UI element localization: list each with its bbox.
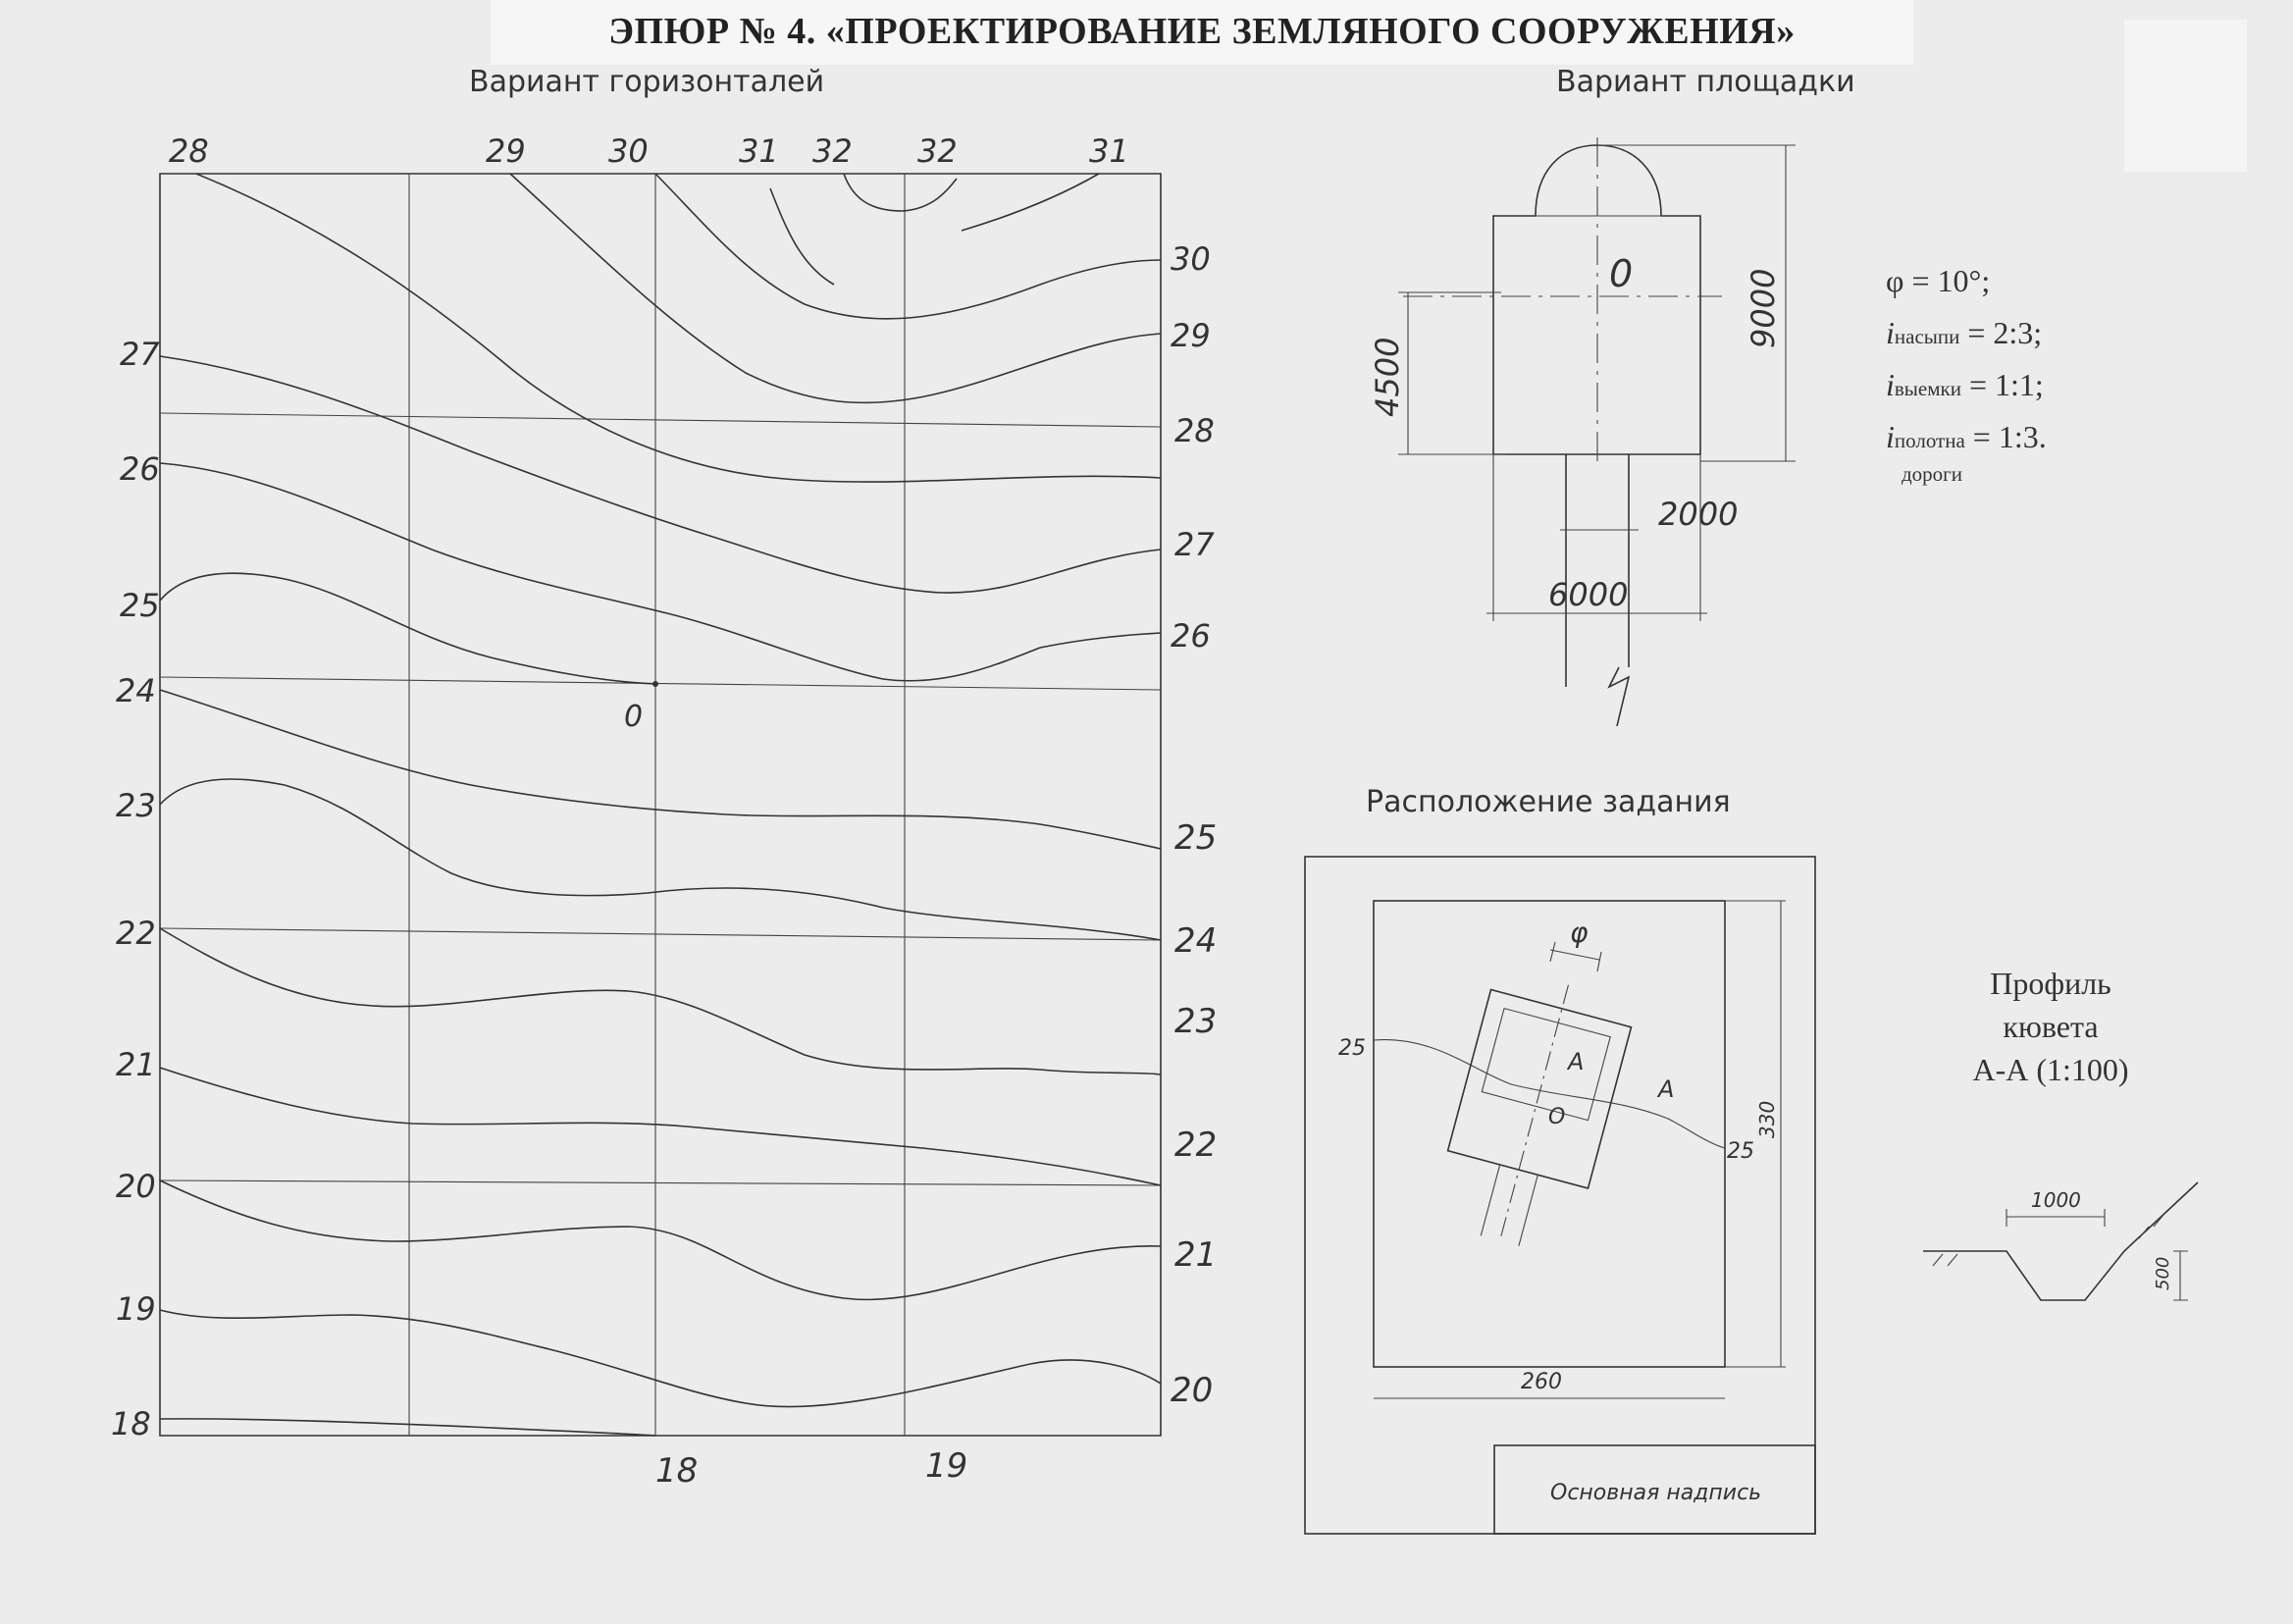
left-label: 18 [111,1405,151,1442]
cut-slope-subscript: выемки [1894,377,1961,400]
left-label: 24 [116,672,156,709]
contour-27 [160,356,1161,593]
contour-30 [655,174,1161,319]
contour-29 [510,174,1161,402]
top-label: 32 [812,132,853,170]
layout-dim-width-label: 260 [1521,1370,1562,1394]
left-label: 26 [120,450,160,488]
left-label: 19 [116,1290,156,1328]
top-label: 29 [486,132,526,170]
top-label: 32 [917,132,958,170]
grid-line-h1 [160,413,1161,427]
contour-21 [160,1068,1161,1185]
layout-phi-label: φ [1570,917,1589,949]
layout-origin-label: O [1548,1105,1566,1129]
site-origin-label: 0 [1609,252,1634,295]
ditch-profile [1923,1182,2198,1300]
dim-2000-label: 2000 [1658,496,1739,533]
right-label: 21 [1174,1235,1218,1275]
left-label: 22 [116,915,156,952]
contour-19 [160,1310,1161,1407]
contour-28 [196,174,1161,482]
top-label: 31 [739,132,779,170]
road-strip [1566,454,1629,687]
layout-dim-lines [1374,901,1786,1398]
top-label: 30 [608,132,649,170]
right-label: 30 [1171,240,1211,278]
contour-32 [844,174,957,211]
contour-frame [160,174,1161,1436]
grid-line-h4 [160,1180,1161,1185]
road-slope-symbol: i [1886,419,1895,454]
layout-section-label-2: A [1658,1075,1675,1103]
contour-20 [160,1180,1161,1299]
bottom-label: 19 [925,1446,968,1486]
profile-title-line-2: кювета [2003,1009,2099,1044]
phi-param: φ = 10°; [1886,263,1991,298]
layout-inner-frame [1374,901,1725,1367]
contour-22 [160,928,1161,1074]
right-label: 25 [1174,818,1218,858]
cut-slope-value: = 1:1; [1960,367,2044,402]
layout-outer-frame [1305,857,1815,1534]
right-label: 22 [1174,1126,1218,1165]
road-break-mark [1609,667,1629,726]
dim-9000-label: 9000 [1745,268,1782,348]
right-label: 23 [1174,1002,1218,1041]
right-label: 24 [1174,921,1218,961]
contour-26 [160,463,1161,681]
contour-labels-bottom [655,1446,967,1491]
contour-23-a [160,779,1161,940]
top-label: 28 [169,132,209,170]
fill-slope-subscript: насыпи [1894,325,1960,348]
road-slope-value: = 1:3. [1964,419,2047,454]
profile-title-line-1: Профиль [1990,966,2111,1001]
top-label: 31 [1089,132,1129,170]
contour-origin-label: 0 [624,700,644,734]
layout-road [1481,1165,1537,1246]
fill-slope-value: = 2:3; [1959,315,2043,350]
right-label: 28 [1174,412,1215,449]
dim-4500-lines [1398,292,1506,454]
contour-18 [160,1419,655,1436]
ground-hatching [1933,1215,2163,1266]
contour-lines [160,174,1161,1436]
site-drawing [1369,137,1796,726]
right-label: 26 [1171,617,1211,655]
dim-2000-lines [1560,522,1639,538]
right-label: 20 [1171,1371,1214,1410]
right-label: 29 [1171,317,1211,354]
contour-labels-left [111,336,160,1442]
contour-24-a [160,690,1161,849]
grid-line-h3 [160,928,1161,940]
layout-site [1429,966,1638,1259]
page-title: ЭПЮР № 4. «ПРОЕКТИРОВАНИЕ ЗЕМЛЯНОГО СООРУЖЕНИЯ» [608,11,1796,52]
stamp-label: Основная надпись [1550,1481,1762,1505]
layout-contour-label-left: 25 [1338,1036,1366,1061]
ditch-depth-label: 500 [2153,1256,2173,1290]
layout-dim-height-label: 330 [1755,1100,1779,1138]
layout-contour-label-right: 25 [1727,1139,1754,1164]
profile-title-line-3: А-А (1:100) [1972,1052,2129,1087]
contour-25-left [160,573,655,684]
left-label: 20 [116,1168,156,1205]
contour-panel-heading: Вариант горизонталей [469,65,825,99]
ditch-depth-dim [2173,1251,2188,1300]
dim-4500-label: 4500 [1369,337,1406,417]
dim-6000-label: 6000 [1548,576,1629,613]
road-slope-note: дороги [1902,462,1963,486]
fill-slope-symbol: i [1886,315,1895,350]
contour-grid [160,174,1161,1436]
layout-site-outer [1448,989,1632,1188]
cut-slope-symbol: i [1886,367,1895,402]
layout-section-label-1: A [1568,1048,1585,1075]
layout-site-inner [1482,1009,1610,1121]
layout-drawing [1305,857,1815,1534]
left-label: 25 [120,587,160,624]
contour-labels-right [1171,240,1217,1410]
road-slope-subscript: полотна [1894,429,1965,452]
grid-line-h2 [160,677,1161,690]
ditch-width-label: 1000 [2031,1188,2081,1212]
bottom-label: 18 [655,1451,699,1491]
left-label: 27 [120,336,160,373]
left-label: 23 [116,787,156,824]
contour-labels-top [169,132,1129,170]
site-panel-heading: Вариант площадки [1556,65,1855,99]
right-label: 27 [1174,526,1215,563]
left-label: 21 [116,1046,156,1083]
layout-panel-heading: Расположение задания [1366,785,1731,819]
contour-31 [770,174,1099,285]
